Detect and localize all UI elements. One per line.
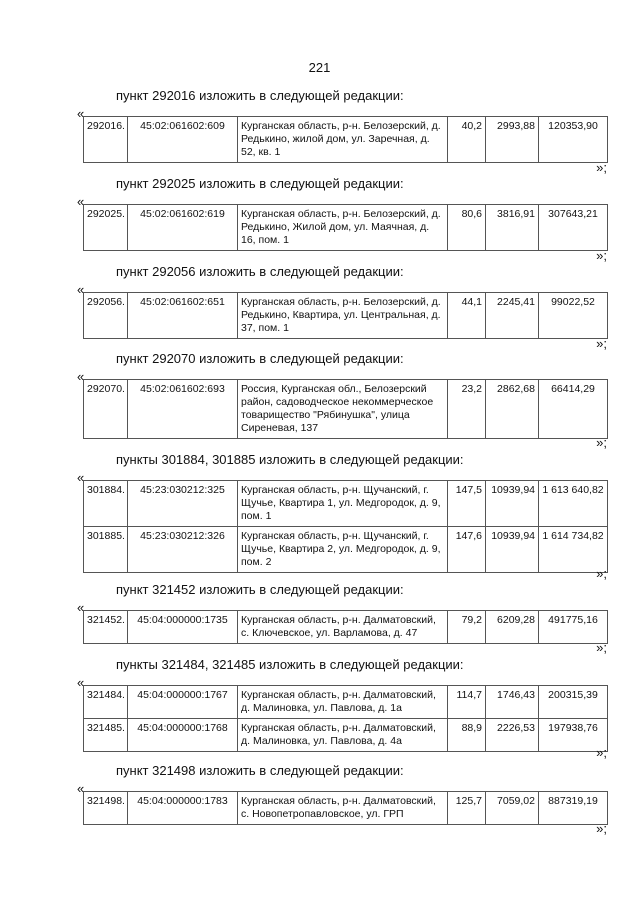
cadastral-number: 45:02:061602:693	[128, 380, 238, 439]
close-quote: »;	[596, 745, 607, 760]
section-heading: пункты 301884, 301885 изложить в следующей редакции:	[116, 452, 464, 467]
property-table	[83, 292, 608, 339]
item-number: 292070.	[84, 380, 128, 439]
area: 23,2	[448, 380, 486, 439]
open-quote: «	[77, 282, 85, 297]
open-quote: «	[77, 600, 85, 615]
total-value: 120353,90	[539, 117, 608, 163]
area: 79,2	[448, 611, 486, 644]
section-heading: пункты 321484, 321485 изложить в следующей редакции:	[116, 657, 464, 672]
cadastral-number: 45:04:000000:1735	[128, 611, 238, 644]
close-quote: »;	[596, 640, 607, 655]
area: 80,6	[448, 205, 486, 251]
total-value: 887319,19	[539, 792, 608, 825]
property-table	[83, 116, 608, 163]
table-row	[84, 792, 608, 825]
cadastral-number: 45:02:061602:619	[128, 205, 238, 251]
property-table	[83, 791, 608, 825]
address: Курганская область, р-н. Далматовский, с. Ключевское, ул. Варламова, д. 47	[238, 611, 448, 644]
open-quote: «	[77, 106, 85, 121]
item-number: 301884.	[84, 481, 128, 527]
cadastral-number: 45:23:030212:326	[128, 527, 238, 573]
address: Курганская область, р-н. Белозерский, д. Редькино, жилой дом, ул. Заречная, д. 52, кв. 1	[238, 117, 448, 163]
total-value: 1 613 640,82	[539, 481, 608, 527]
section-heading: пункт 292016 изложить в следующей редакции:	[116, 88, 404, 103]
cadastral-number: 45:23:030212:325	[128, 481, 238, 527]
table-row	[84, 719, 608, 752]
close-quote: »;	[596, 821, 607, 836]
area: 125,7	[448, 792, 486, 825]
open-quote: «	[77, 781, 85, 796]
section-heading: пункт 321498 изложить в следующей редакции:	[116, 763, 404, 778]
unit-value: 1746,43	[486, 686, 539, 719]
close-quote: »;	[596, 160, 607, 175]
address: Курганская область, р-н. Далматовский, с. Новопетропавловское, ул. ГРП	[238, 792, 448, 825]
page-number: 221	[308, 60, 331, 75]
area: 114,7	[448, 686, 486, 719]
address: Курганская область, р-н. Далматовский, д. Малиновка, ул. Павлова, д. 1а	[238, 686, 448, 719]
item-number: 321498.	[84, 792, 128, 825]
close-quote: »;	[596, 336, 607, 351]
unit-value: 2245,41	[486, 293, 539, 339]
unit-value: 7059,02	[486, 792, 539, 825]
total-value: 491775,16	[539, 611, 608, 644]
cadastral-number: 45:02:061602:651	[128, 293, 238, 339]
property-table	[83, 480, 608, 573]
area: 44,1	[448, 293, 486, 339]
close-quote: »;	[596, 566, 607, 581]
table-row	[84, 611, 608, 644]
total-value: 1 614 734,82	[539, 527, 608, 573]
table-row	[84, 380, 608, 439]
close-quote: »;	[596, 248, 607, 263]
unit-value: 2226,53	[486, 719, 539, 752]
area: 40,2	[448, 117, 486, 163]
unit-value: 2862,68	[486, 380, 539, 439]
property-table	[83, 204, 608, 251]
cadastral-number: 45:04:000000:1783	[128, 792, 238, 825]
table-row	[84, 527, 608, 573]
total-value: 200315,39	[539, 686, 608, 719]
area: 147,5	[448, 481, 486, 527]
open-quote: «	[77, 194, 85, 209]
table-row	[84, 205, 608, 251]
table-row	[84, 117, 608, 163]
cadastral-number: 45:02:061602:609	[128, 117, 238, 163]
table-row	[84, 293, 608, 339]
address: Курганская область, р-н. Далматовский, д. Малиновка, ул. Павлова, д. 4а	[238, 719, 448, 752]
section-heading: пункт 292025 изложить в следующей редакции:	[116, 176, 404, 191]
address: Курганская область, р-н. Белозерский, д. Редькино, Жилой дом, ул. Маячная, д. 16, пом. 1	[238, 205, 448, 251]
property-table	[83, 685, 608, 752]
area: 88,9	[448, 719, 486, 752]
item-number: 321452.	[84, 611, 128, 644]
unit-value: 10939,94	[486, 527, 539, 573]
item-number: 321485.	[84, 719, 128, 752]
total-value: 99022,52	[539, 293, 608, 339]
cadastral-number: 45:04:000000:1768	[128, 719, 238, 752]
table-row	[84, 686, 608, 719]
item-number: 321484.	[84, 686, 128, 719]
unit-value: 6209,28	[486, 611, 539, 644]
unit-value: 3816,91	[486, 205, 539, 251]
total-value: 66414,29	[539, 380, 608, 439]
cadastral-number: 45:04:000000:1767	[128, 686, 238, 719]
open-quote: «	[77, 369, 85, 384]
property-table	[83, 610, 608, 644]
total-value: 197938,76	[539, 719, 608, 752]
close-quote: »;	[596, 435, 607, 450]
property-table	[83, 379, 608, 439]
section-heading: пункт 292070 изложить в следующей редакции:	[116, 351, 404, 366]
address: Россия, Курганская обл., Белозерский район, садоводческое некоммерческое товарищество "Рябинушка", улица Сиреневая, 137	[238, 380, 448, 439]
unit-value: 2993,88	[486, 117, 539, 163]
item-number: 292056.	[84, 293, 128, 339]
item-number: 292016.	[84, 117, 128, 163]
section-heading: пункт 321452 изложить в следующей редакции:	[116, 582, 404, 597]
total-value: 307643,21	[539, 205, 608, 251]
unit-value: 10939,94	[486, 481, 539, 527]
address: Курганская область, р-н. Щучанский, г. Щучье, Квартира 2, ул. Медгородок, д. 9, пом. 2	[238, 527, 448, 573]
open-quote: «	[77, 675, 85, 690]
address: Курганская область, р-н. Щучанский, г. Щучье, Квартира 1, ул. Медгородок, д. 9, пом. 1	[238, 481, 448, 527]
item-number: 292025.	[84, 205, 128, 251]
section-heading: пункт 292056 изложить в следующей редакции:	[116, 264, 404, 279]
item-number: 301885.	[84, 527, 128, 573]
table-row	[84, 481, 608, 527]
area: 147,6	[448, 527, 486, 573]
open-quote: «	[77, 470, 85, 485]
address: Курганская область, р-н. Белозерский, д. Редькино, Квартира, ул. Центральная, д. 37, пом. 1	[238, 293, 448, 339]
